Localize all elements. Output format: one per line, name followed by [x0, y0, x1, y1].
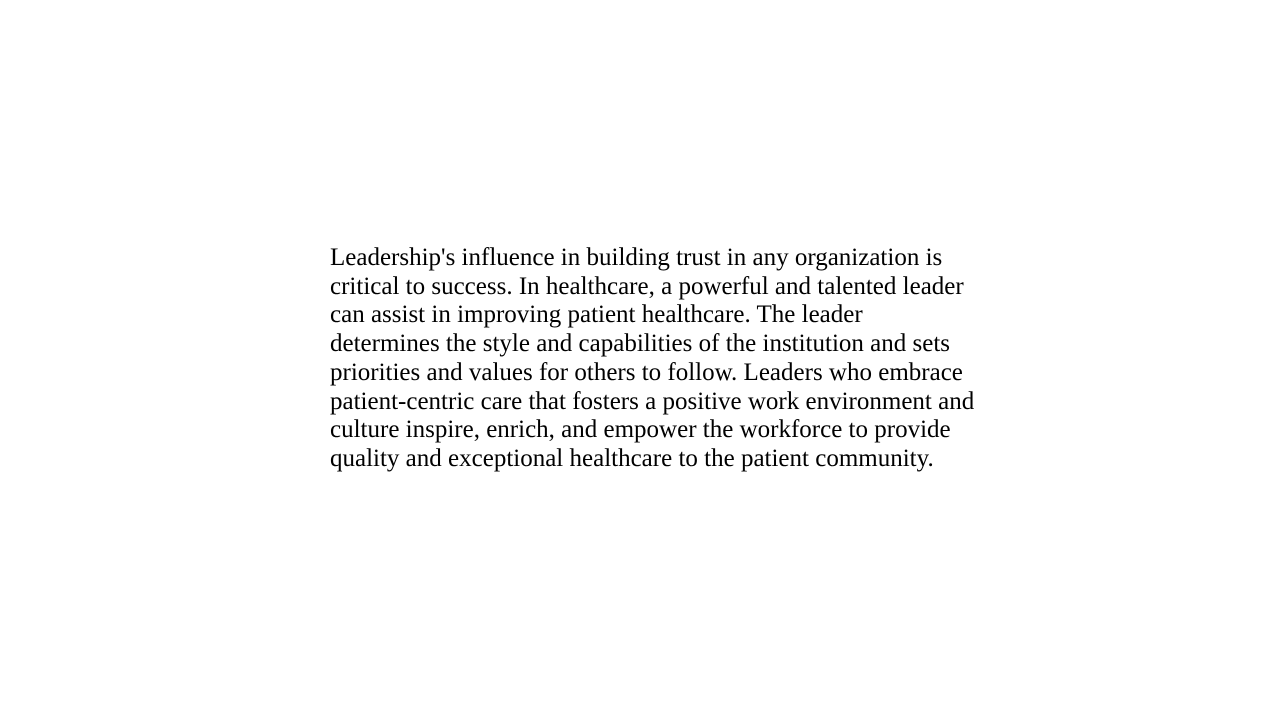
paragraph-line: quality and exceptional healthcare to the patient community. — [330, 444, 934, 472]
paragraph-line: critical to success. In healthcare, a powerful and talented leader — [330, 272, 964, 300]
paragraph-line: patient-centric care that fosters a positive work environment and — [330, 387, 975, 415]
body-paragraph — [330, 244, 975, 474]
paragraph-line: priorities and values for others to follow. Leaders who embrace — [330, 358, 963, 386]
paragraph-line: culture inspire, enrich, and empower the workforce to provide — [330, 416, 951, 444]
paragraph-line: determines the style and capabilities of the institution and sets — [330, 330, 950, 358]
paragraph-line: can assist in improving patient healthcare. The leader — [330, 301, 863, 329]
paragraph-line: Leadership's influence in building trust in any organization is — [330, 244, 943, 271]
